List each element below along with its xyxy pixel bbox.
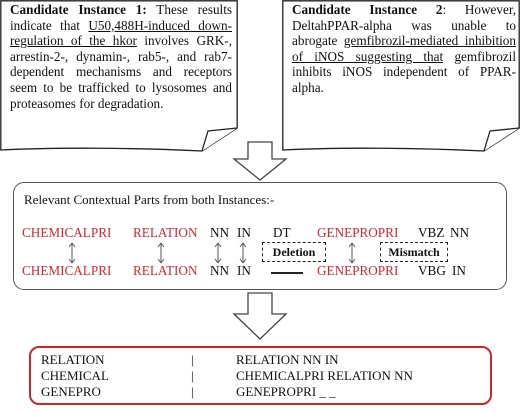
row1-token: VBZ xyxy=(418,225,445,240)
candidate-1-post: involves GRK-, arrestin-2-, dynamin-, rab5-, and rab7-dependent mechanisms and receptors seem to be trafficked to lysosomes and proteasomes for degradation. xyxy=(10,33,232,111)
row1-token: NN xyxy=(210,225,230,240)
result-separator: | xyxy=(191,352,194,367)
candidate-instance-1-text xyxy=(10,2,232,111)
result-key: RELATION xyxy=(41,352,105,367)
row2-token: IN xyxy=(237,263,251,278)
result-key: CHEMICAL xyxy=(41,368,109,383)
candidate-instance-1-note xyxy=(0,0,238,150)
contextual-parts-box xyxy=(13,182,507,290)
row1-token: NN xyxy=(450,225,470,240)
candidate-1-heading: Candidate Instance 1: xyxy=(10,2,147,17)
row2-token: NN xyxy=(210,263,230,278)
deletion-label-box: Deletion xyxy=(262,242,326,262)
row2-token: VBG xyxy=(418,263,446,278)
row1-token: GENEPROPRI xyxy=(317,225,399,240)
up-down-arrow-icon xyxy=(238,242,248,264)
down-arrow-icon xyxy=(232,292,288,340)
up-down-arrow-icon xyxy=(156,242,166,264)
row2-token: GENEPROPRI xyxy=(317,263,399,278)
up-down-arrow-icon xyxy=(67,242,77,264)
result-value: CHEMICALPRI RELATION NN xyxy=(236,368,413,383)
deletion-gap-line xyxy=(271,272,303,274)
candidate-instance-2-note xyxy=(282,0,520,150)
row1-token: IN xyxy=(237,225,251,240)
result-value: RELATION NN IN xyxy=(236,352,339,367)
candidate-instance-2-text xyxy=(292,2,516,96)
down-arrow-icon xyxy=(232,141,288,181)
result-value: GENEPROPRI _ _ xyxy=(236,384,336,399)
result-row xyxy=(41,352,481,368)
candidate-2-underlined: gemfibrozil-mediated inhibition of iNOS suggesting that xyxy=(292,33,516,64)
up-down-arrow-icon xyxy=(213,242,223,264)
row1-token: RELATION xyxy=(133,225,198,240)
row2-token: CHEMICALPRI xyxy=(22,263,112,278)
up-down-arrow-icon xyxy=(347,242,357,264)
candidate-2-pre: : However, DeltahPPAR-alpha was unable to abrogate xyxy=(292,2,516,49)
contextual-parts-title: Relevant Contextual Parts from both Instances:- xyxy=(24,192,275,207)
row1-token: DT xyxy=(273,225,291,240)
result-key: GENEPRO xyxy=(41,384,101,399)
result-separator: | xyxy=(191,384,194,399)
candidate-1-underlined: U50,488H-induced down-regulation of the hkor xyxy=(10,17,232,49)
candidate-1-pre: These results indicate that xyxy=(10,2,233,33)
row2-token: IN xyxy=(452,263,466,278)
candidate-2-post: gemfibrozil inhibits iNOS independent of PPAR-alpha. xyxy=(292,48,516,95)
mismatch-label-box: Mismatch xyxy=(380,242,448,262)
row2-token: RELATION xyxy=(133,263,198,278)
row1-token: CHEMICALPRI xyxy=(22,225,112,240)
result-row xyxy=(41,384,481,400)
candidate-2-heading: Candidate Instance 2 xyxy=(292,2,443,17)
result-separator: | xyxy=(191,368,194,383)
result-box xyxy=(29,346,492,405)
result-row xyxy=(41,368,481,384)
